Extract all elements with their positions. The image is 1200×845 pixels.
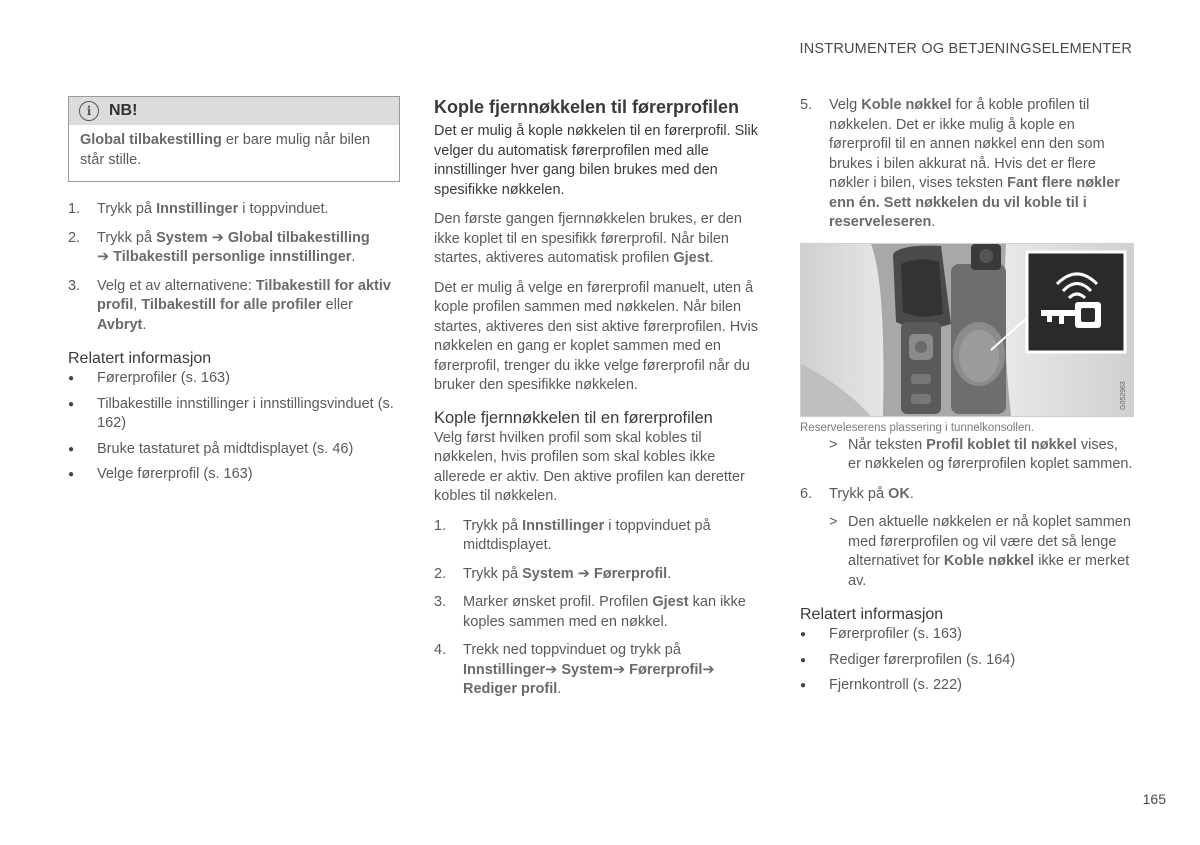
- related-link[interactable]: ● Førerprofiler (s. 163): [68, 369, 400, 389]
- step-2: 2. Trykk på System ➔ Førerprofil.: [434, 565, 672, 582]
- figure-caption: Reserveleserens plassering i tunnelkonsollen.: [800, 421, 1034, 434]
- info-circle-icon: i: [79, 101, 99, 121]
- link-steps-final: [800, 485, 1134, 505]
- column-middle: [434, 96, 766, 709]
- paragraph-first-use: Den første gangen fjernnøkkelen brukes, er den ikke koplet til en spesifikk førerprofil. Når bilen startes, aktiveres automatisk profilen Gjest.: [434, 211, 742, 266]
- related-list: [68, 369, 400, 485]
- note-header: [69, 97, 399, 125]
- arrow-right-icon: ➔: [702, 661, 715, 678]
- column-right: [800, 96, 1134, 702]
- key-signal-icon: [1027, 252, 1125, 352]
- section-heading: Kople fjernnøkkelen til førerprofilen: [434, 97, 740, 117]
- tunnel-console-illustration: [801, 244, 1133, 416]
- step-1: 1. Trykk på Innstillinger i toppvinduet på midtdisplayet.: [434, 517, 711, 553]
- arrow-right-icon: ➔: [97, 249, 110, 265]
- arrow-right-icon: ➔: [612, 661, 626, 678]
- column-left: [68, 96, 400, 491]
- step-5: 5. Velg Koble nøkkel for å koble profilen til nøkkelen. Det er ikke mulig å kople en førerprofil til en annen nøkkel enn den som brukes i bilen akkurat nå. Hvis det er flere nøkler i bilen, vises teksten Fant flere nøkler enn én. Sett nøkkelen du vil koble til i reserveleseren.: [800, 97, 1120, 230]
- related-heading: Relatert informasjon: [800, 606, 944, 623]
- related-link[interactable]: ● Førerprofiler (s. 163): [800, 625, 1134, 645]
- note-box: [68, 96, 400, 182]
- paragraph-manual: Det er mulig å velge en førerprofil manuelt, uten å kople profilen sammen med nøkkelen. Når bilen startes, aktiveres den sist aktive førerprofilen. Hvis nøkkelen en gang er koplet sammen med en førerprofil, trenger du ikke velge førerprofil når du bruker den spesifikke nøkkelen.: [434, 279, 758, 393]
- note-title: NB!: [109, 102, 138, 120]
- related-link[interactable]: ● Velge førerprofil (s. 163): [68, 465, 400, 485]
- step-3: 3. Marker ønsket profil. Profilen Gjest kan ikke koples sammen med en nøkkel.: [434, 594, 746, 630]
- running-header: INSTRUMENTER OG BETJENINGSELEMENTER: [799, 41, 1132, 57]
- intro-paragraph: Det er mulig å kople nøkkelen til en førerprofil. Slik velger du automatisk førerprofilen med alle innstillinger hver gang bilen brukes med den spesifikke nøkkelen.: [434, 123, 758, 198]
- related-list: [800, 625, 1134, 696]
- result-1: > Når teksten Profil koblet til nøkkel vises, er nøkkelen og førerprofilen koplet sammen.: [829, 436, 1133, 472]
- step-4: 4. Trekk ned toppvinduet og trykk på Innstillinger➔ System➔ Førerprofil➔ Rediger profil.: [434, 642, 715, 697]
- related-link[interactable]: ● Rediger førerprofilen (s. 164): [800, 651, 1134, 671]
- page-number: 165: [1142, 791, 1166, 807]
- paragraph-select-profile: Velg først hvilken profil som skal kobles til nøkkelen, hvis profilen som skal kobles ikke allerede er aktiv. Den aktive profilen kan deretter kobles til nøkkelen.: [434, 429, 745, 504]
- arrow-right-icon: ➔: [545, 661, 558, 678]
- reset-steps: [68, 200, 400, 335]
- note-bold-term: Global tilbakestilling: [80, 132, 222, 148]
- step-6: 6. Trykk på OK.: [800, 485, 914, 502]
- related-link[interactable]: ● Fjernkontroll (s. 222): [800, 676, 1134, 696]
- related-link[interactable]: ● Tilbakestille innstillinger i innstillingsvinduet (s. 162): [68, 395, 400, 434]
- console-figure: [800, 243, 1134, 417]
- note-text: er bare mulig når bilen står stille.: [80, 132, 371, 168]
- related-heading: Relatert informasjon: [68, 350, 212, 367]
- step-1: 1. Trykk på Innstillinger i toppvinduet.: [68, 201, 329, 217]
- step-2: 2. Trykk på System ➔ Global tilbakestilling ➔ Tilbakestill personlige innstillinger.: [68, 229, 370, 265]
- link-steps: [434, 517, 766, 700]
- link-steps-continued: [800, 96, 1134, 233]
- arrow-right-icon: ➔: [207, 229, 224, 246]
- figure-code: G052963: [1120, 380, 1127, 410]
- subsection-heading: Kople fjernnøkkelen til en førerprofilen: [434, 408, 713, 427]
- note-body: [69, 125, 399, 181]
- related-link[interactable]: ● Bruke tastaturet på midtdisplayet (s. 46): [68, 440, 400, 460]
- arrow-right-icon: ➔: [573, 565, 590, 582]
- step-3: 3. Velg et av alternativene: Tilbakestill for aktiv profil, Tilbakestill for alle profiler eller Avbryt.: [68, 277, 391, 333]
- result-2: > Den aktuelle nøkkelen er nå koplet sammen med førerprofilen og vil være det så lenge alternativet for Koble nøkkel ikke er merket av.: [829, 514, 1131, 589]
